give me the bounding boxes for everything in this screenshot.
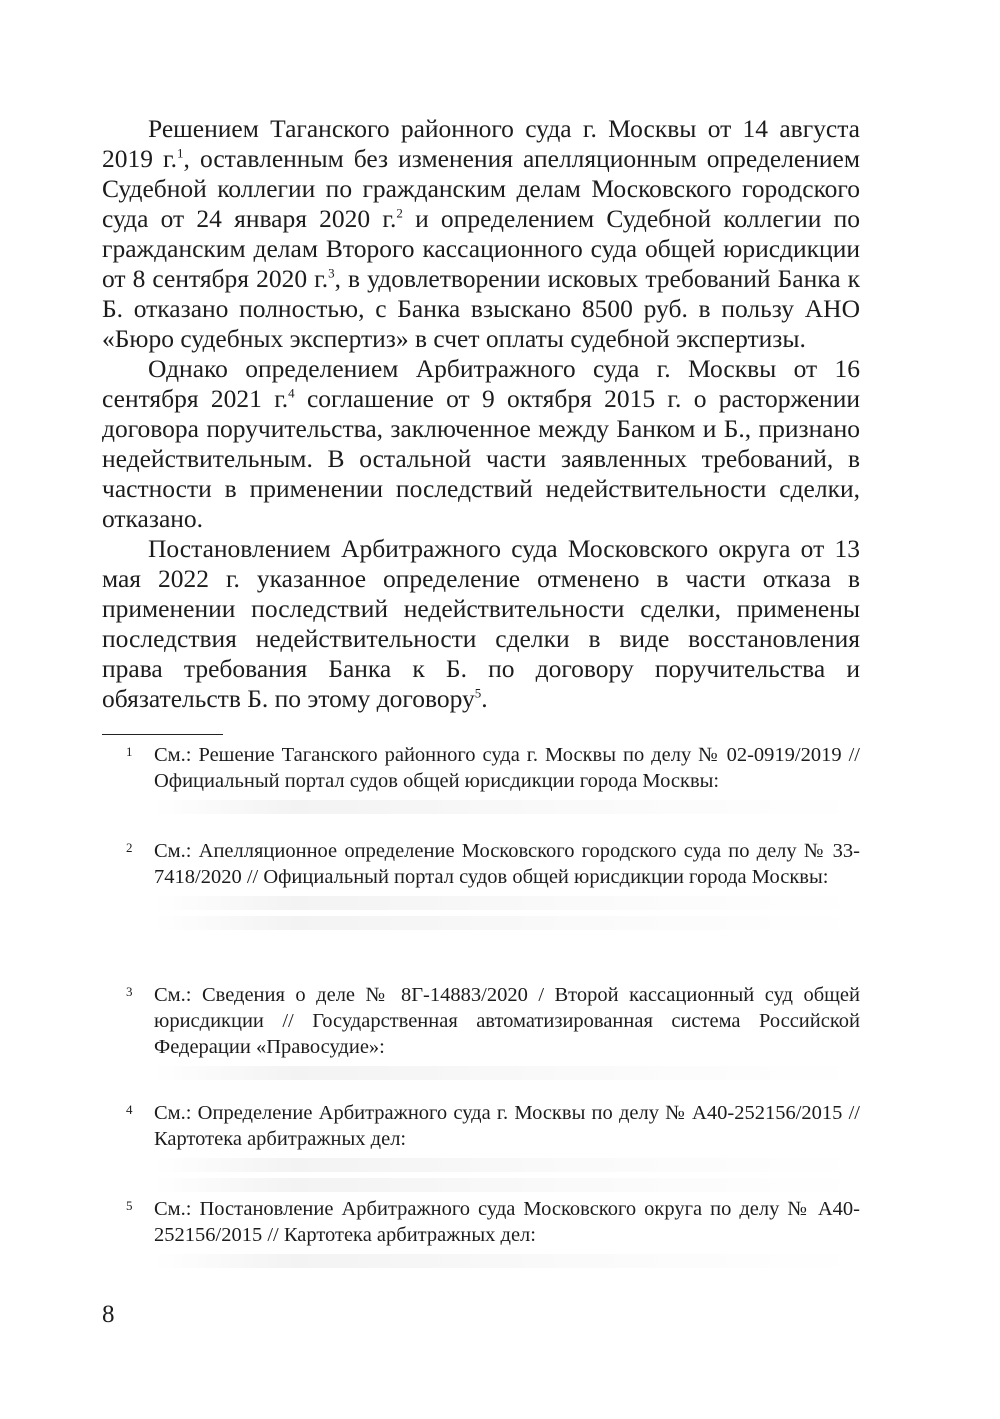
footnote-divider xyxy=(102,734,223,735)
faded-link-line xyxy=(154,800,860,814)
main-text xyxy=(102,114,860,714)
footnote-3 xyxy=(102,982,860,1080)
faded-link-line xyxy=(154,896,860,910)
footnote-ref-1: 1 xyxy=(177,145,184,161)
footnote-number: 3 xyxy=(126,984,133,999)
paragraph-1: Решением Таганского районного суда г. Москвы от 14 августа 2019 г.$^1$, оставленным без изменения апелляционным определением Судебной коллегии по гражданским делам Московского городского суда от 24 января 2020 г.$^2$ и определением Судебной коллегии по гражданским делам Второго кассационного суда общей юрисдикции от 8 сентября 2020 г.$^3$, в удовлетворении исковых требований Банка к Б. отказано полностью, с Банка взыскано 8500 руб. в пользу АНО «Бюро судебных экспертиз» в счет оплаты судебной экспертизы. xyxy=(102,114,861,353)
footnote-number: 5 xyxy=(126,1198,133,1213)
footnote-number: 2 xyxy=(126,840,133,855)
faded-link-line xyxy=(154,1158,860,1172)
paragraph-2: Однако определением Арбитражного суда г. Москвы от 16 сентября 2021 г.$^4$ соглашение от 9 октября 2015 г. о расторжении договора поручительства, заключенное между Банком и Б., признано недействительным. В остальной части заявленных требований, в частности в применении последствий недействительности сделки, отказано. xyxy=(102,354,860,533)
paragraph-3: Постановлением Арбитражного суда Московского округа от 13 мая 2022 г. указанное определение отменено в части отказа в применении последствий недействительности сделки, применены последствия недействительности сделки в виде восстановления права требования Банка к Б. по договору поручительства и обязательств Б. по этому договору$^5$. xyxy=(102,534,860,713)
footnote-number: 1 xyxy=(126,744,133,759)
footnote-ref-3: 3 xyxy=(328,265,335,281)
page-number: 8 xyxy=(102,1301,115,1328)
faded-link-line xyxy=(154,1254,860,1268)
faded-link-line xyxy=(154,1066,860,1080)
footnote-1 xyxy=(102,742,860,814)
footnote-number: 4 xyxy=(126,1102,133,1117)
footnote-text: См.: Определение Арбитражного суда г. Москвы по делу № А40-252156/2015 // Картотека арбитражных дел: xyxy=(154,1102,860,1150)
footnote-text: См.: Решение Таганского районного суда г. Москвы по делу № 02-0919/2019 // Официальный портал судов общей юрисдикции города Москвы: xyxy=(154,744,860,792)
footnote-text: См.: Апелляционное определение Московского городского суда по делу № 33-7418/2020 // Официальный портал судов общей юрисдикции города Москвы: xyxy=(154,840,860,888)
footnote-ref-2: 2 xyxy=(396,205,403,221)
footnote-text: См.: Постановление Арбитражного суда Московского округа по делу № А40-252156/2015 // Картотека арбитражных дел: xyxy=(154,1198,860,1246)
footnote-text: См.: Сведения о деле № 8Г-14883/2020 / Второй кассационный суд общей юрисдикции // Государственная автоматизированная система Российской Федерации «Правосудие»: xyxy=(154,984,860,1058)
faded-link-line xyxy=(154,916,860,930)
footnote-5 xyxy=(102,1196,860,1268)
faded-link-line xyxy=(154,1178,860,1192)
footnote-ref-5: 5 xyxy=(474,685,482,701)
footnote-2 xyxy=(102,838,860,930)
footnote-4 xyxy=(102,1100,860,1192)
footnote-ref-4: 4 xyxy=(288,385,295,401)
